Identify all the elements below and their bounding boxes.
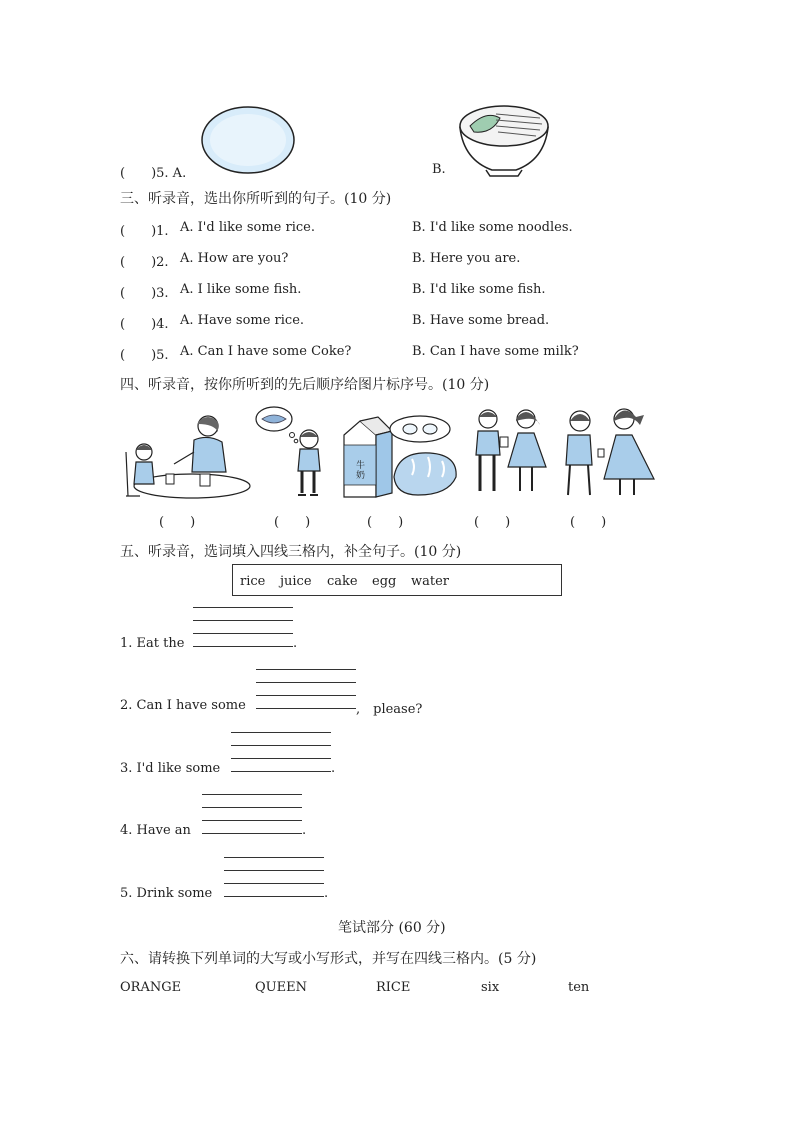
answer-blank[interactable]: ( ): [474, 515, 511, 530]
option-b-label: B.: [432, 162, 446, 177]
conversion-word: RICE: [376, 980, 411, 995]
answer-blank[interactable]: ( ): [570, 515, 607, 530]
family-dinner-image: [122, 412, 252, 502]
milk-label: 奶: [356, 471, 366, 481]
sentence-end: .: [324, 886, 329, 901]
sentence-prompt: 4. Have an: [120, 823, 191, 838]
conversion-word: QUEEN: [255, 980, 307, 995]
section3-title: 三、听录音，选出你所听到的句子。(10 分): [120, 191, 392, 207]
milk-label: 牛: [356, 461, 366, 471]
item-number: ( )5.: [120, 348, 169, 363]
option-a: A. How are you?: [180, 251, 289, 266]
section5-title: 五、听录音，选词填入四线三格内，补全句子。(10 分): [120, 544, 462, 560]
word-bank-word: water: [411, 574, 450, 589]
item-number: ( )2.: [120, 255, 169, 270]
sentence-prompt: 1. Eat the: [120, 636, 185, 651]
section6-title: 六、请转换下列单词的大写或小写形式，并写在四线三格内。(5 分): [120, 951, 537, 967]
word-bank-word: rice: [240, 574, 266, 589]
sentence-end: .: [331, 761, 336, 776]
word-bank-word: egg: [372, 574, 397, 589]
item-number: ( )4.: [120, 317, 169, 332]
option-b: B. Have some bread.: [412, 313, 550, 328]
word-bank-word: cake: [327, 574, 358, 589]
option-a: A. I like some fish.: [180, 282, 302, 297]
sentence-prompt: 2. Can I have some: [120, 698, 246, 713]
sentence-prompt: 5. Drink some: [120, 886, 213, 901]
option-b: B. Here you are.: [412, 251, 521, 266]
sentence-end: .: [293, 636, 298, 651]
sentence-end: .: [302, 823, 307, 838]
sentence-end: , please?: [356, 702, 423, 717]
sentence-prompt: 3. I'd like some: [120, 761, 221, 776]
conversion-word: ORANGE: [120, 980, 182, 995]
conversion-word: six: [481, 980, 500, 995]
answer-blank[interactable]: ( ): [367, 515, 404, 530]
answer-blank[interactable]: ( ): [274, 515, 311, 530]
option-b: B. I'd like some noodles.: [412, 220, 573, 235]
conversion-word: ten: [568, 980, 590, 995]
item-number: ( )1.: [120, 224, 169, 239]
answer-blank[interactable]: ( ): [159, 515, 196, 530]
word-bank-word: juice: [280, 574, 312, 589]
noodle-bowl-image: [456, 98, 552, 178]
written-part-title: 笔试部分 (60 分): [338, 920, 446, 936]
item-number: ( )3.: [120, 286, 169, 301]
boy-girl-sharing-image: [470, 405, 550, 500]
option-a: A. I'd like some rice.: [180, 220, 315, 235]
option-b: B. Can I have some milk?: [412, 344, 579, 359]
option-b: B. I'd like some fish.: [412, 282, 546, 297]
two-girls-image: [560, 405, 660, 500]
item-number: ( )5. A.: [120, 166, 187, 181]
option-a: A. Can I have some Coke?: [180, 344, 352, 359]
option-a: A. Have some rice.: [180, 313, 305, 328]
plate-image: [200, 104, 300, 174]
section4-title: 四、听录音，按你所听到的先后顺序给图片标序号。(10 分): [120, 377, 490, 393]
boy-thinking-image: [254, 405, 334, 500]
